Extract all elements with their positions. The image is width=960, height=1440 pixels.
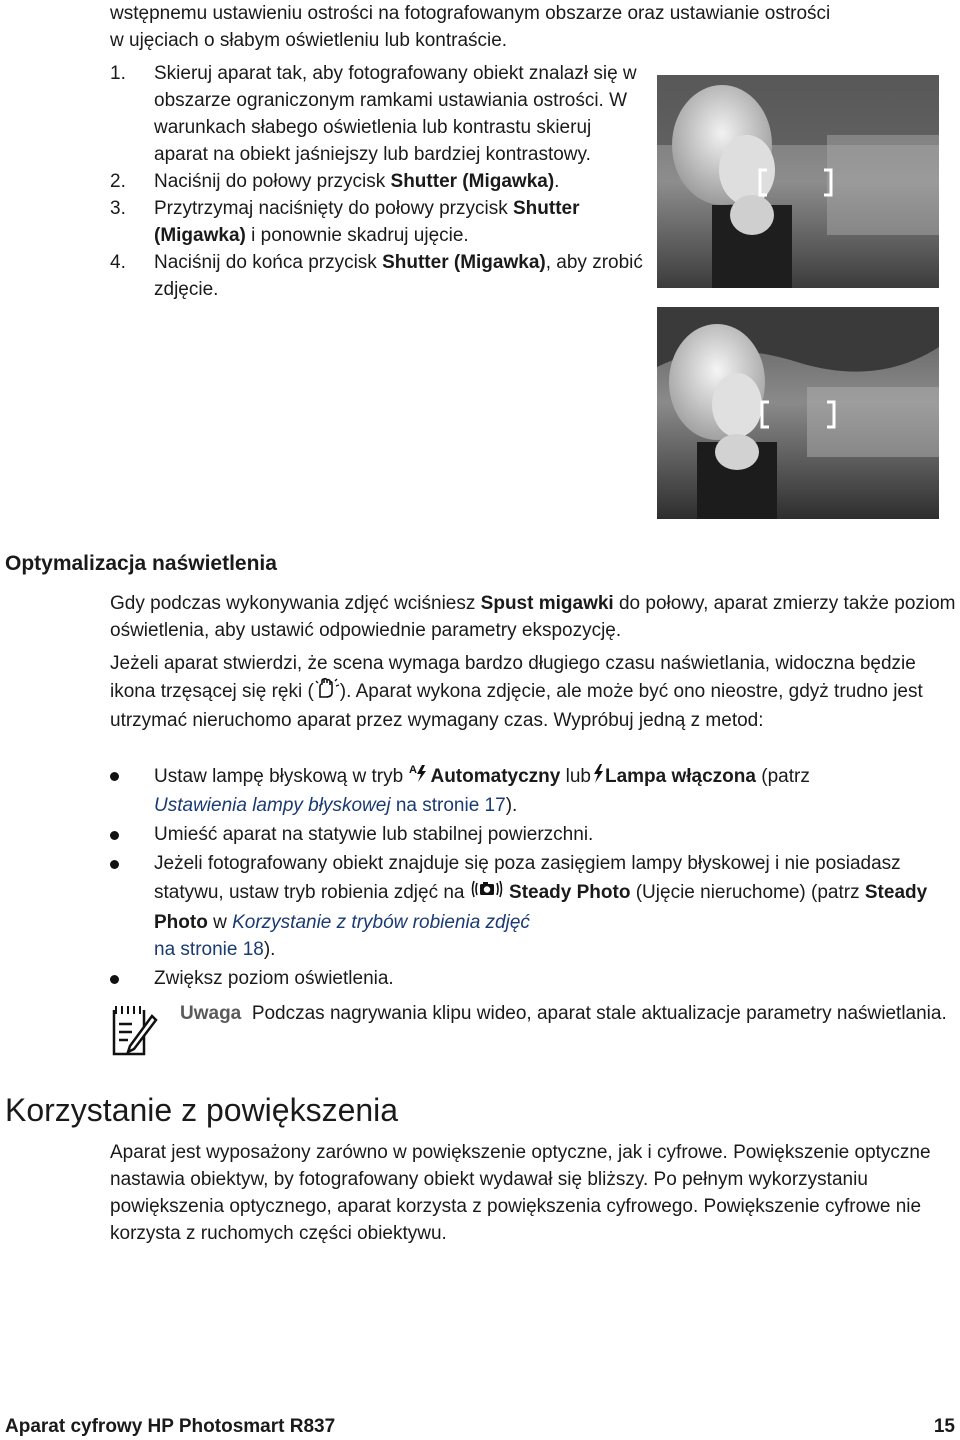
flash-on-icon [591, 762, 605, 792]
bullet-bold: Automatyczny [430, 766, 561, 788]
photo-girl-image [657, 307, 939, 519]
step-text: Naciśnij do połowy przycisk [154, 171, 391, 192]
list-item [110, 965, 960, 992]
list-item [110, 762, 960, 819]
bullet-icon [110, 860, 119, 869]
bullet-text: (patrz [755, 766, 810, 788]
step-item [110, 249, 650, 303]
bullet-text: (Ujęcie nieruchome) (patrz [630, 882, 865, 904]
bullet-text: Umieść aparat na statywie lub stabilnej powierzchni. [154, 824, 594, 845]
intro-text [110, 0, 955, 54]
flash-settings-link[interactable]: Ustawienia lampy błyskowej [154, 795, 391, 816]
page-number: 15 [933, 1416, 955, 1437]
bullet-text-end: ). [505, 795, 518, 816]
intro-line-2: w ujęciach o słabym oświetleniu lub kontraście. [110, 30, 508, 51]
step-bold: Shutter (Migawka) [154, 198, 580, 246]
bullet-text: Zwiększ poziom oświetlenia. [154, 968, 394, 989]
photo-focus-example-1 [657, 75, 939, 288]
focus-steps-list [110, 60, 650, 303]
paragraph-text: Gdy podczas wykonywania zdjęć wciśniesz [110, 593, 481, 614]
step-number: 3. [110, 198, 126, 219]
exposure-heading: Optymalizacja naświetlenia [5, 552, 277, 575]
intro-line-1: wstępnemu ustawieniu ostrości na fotografowanym obszarze oraz ustawianie ostrości [110, 3, 831, 24]
step-text: Naciśnij do końca przycisk [154, 252, 383, 273]
paragraph-text-end: ). Aparat wykona zdjęcie, ale może być ono nieostre, gdyż trudno jest utrzymać nieruchomo aparat przez wymagany czas. Wypróbuj jedną z metod: [110, 681, 923, 731]
step-item [110, 168, 650, 195]
note-content [180, 1000, 960, 1027]
step-text: Skieruj aparat tak, aby fotografowany obiekt znalazł się w obszarze ograniczonym ramkami ustawiania ostrości. W warunkach słabego oświetlenia lub kontrastu skieruj aparat na obiekt jaśniejszy lub bardziej kontrastowy. [154, 63, 637, 165]
exposure-methods-list [110, 762, 960, 994]
bullet-bold: Steady Photo [509, 882, 631, 904]
bullet-icon [110, 975, 119, 984]
note-pencil-icon [108, 1002, 158, 1063]
exposure-paragraph-1 [110, 590, 960, 644]
shaking-hand-icon [314, 677, 340, 707]
step-item [110, 195, 650, 249]
list-item [110, 850, 960, 963]
step-number: 4. [110, 252, 126, 273]
zoom-paragraph: Aparat jest wyposażony zarówno w powiększenie optyczne, jak i cyfrowe. Powiększenie optyczne nastawia obiektyw, by fotografowany obiekt wydawał się bliższy. Po pełnym wykorzystaniu powiększenia optycznego, aparat korzysta z powiększenia cyfrowego. Powiększenie cyfrowe nie korzysta z ruchomych części obiektywu. [110, 1142, 931, 1244]
bullet-bold: Lampa włączona [604, 766, 756, 788]
step-text: Przytrzymaj naciśnięty do połowy przycisk [154, 198, 513, 219]
note-text: Podczas nagrywania klipu wideo, aparat stale aktualizacje parametry naświetlania. [251, 1003, 947, 1024]
bullet-icon [110, 831, 119, 840]
step-number: 1. [110, 63, 126, 84]
photo-girl-image [657, 75, 939, 288]
step-number: 2. [110, 171, 126, 192]
bullet-text: w [207, 912, 233, 933]
step-text-end: i ponownie skadruj ujęcie. [245, 225, 469, 246]
exposure-paragraph-2 [110, 650, 960, 734]
shooting-modes-page-link[interactable]: na stronie 18 [154, 939, 264, 960]
bullet-text-end: ). [263, 939, 276, 960]
bullet-bold: Steady Photo [154, 882, 928, 933]
shooting-modes-link[interactable]: Korzystanie z trybów robienia zdjęć [232, 912, 530, 933]
paragraph-text-end: do połowy, aparat zmierzy także poziom oświetlenia, aby ustawić odpowiednie parametry ekspozycję. [110, 593, 956, 641]
flash-settings-page-link[interactable]: na stronie 17 [395, 795, 506, 816]
step-bold: Shutter (Migawka) [390, 171, 555, 192]
bullet-text: lub [560, 766, 591, 788]
photo-focus-example-2 [657, 307, 939, 519]
step-item [110, 60, 650, 168]
page-footer [5, 1416, 955, 1438]
footer-title: Aparat cyfrowy HP Photosmart R837 [5, 1416, 336, 1437]
bullet-text: Ustaw lampę błyskową w tryb [154, 766, 409, 788]
paragraph-text: Jeżeli aparat stwierdzi, że scena wymaga bardzo długiego czasu naświetlania, widoczna będzie ikona trzęsącej się ręki ( [110, 653, 916, 703]
paragraph-bold: Spust migawki [480, 593, 614, 614]
steady-photo-icon [470, 877, 504, 909]
step-text-end: . [554, 171, 560, 192]
step-bold: Shutter (Migawka) [382, 252, 546, 273]
svg-text:A: A [409, 764, 418, 776]
bullet-text: Jeżeli fotografowany obiekt znajduje się poza zasięgiem lampy błyskowej i nie posiadasz statywu, ustaw tryb robienia zdjęć na [154, 853, 901, 904]
zoom-heading: Korzystanie z powiększenia [5, 1092, 399, 1128]
note-label: Uwaga [180, 1003, 242, 1024]
flash-auto-icon [408, 762, 430, 792]
step-text-end: , aby zrobić zdjęcie. [154, 252, 643, 300]
list-item [110, 821, 960, 848]
bullet-icon [110, 772, 119, 781]
